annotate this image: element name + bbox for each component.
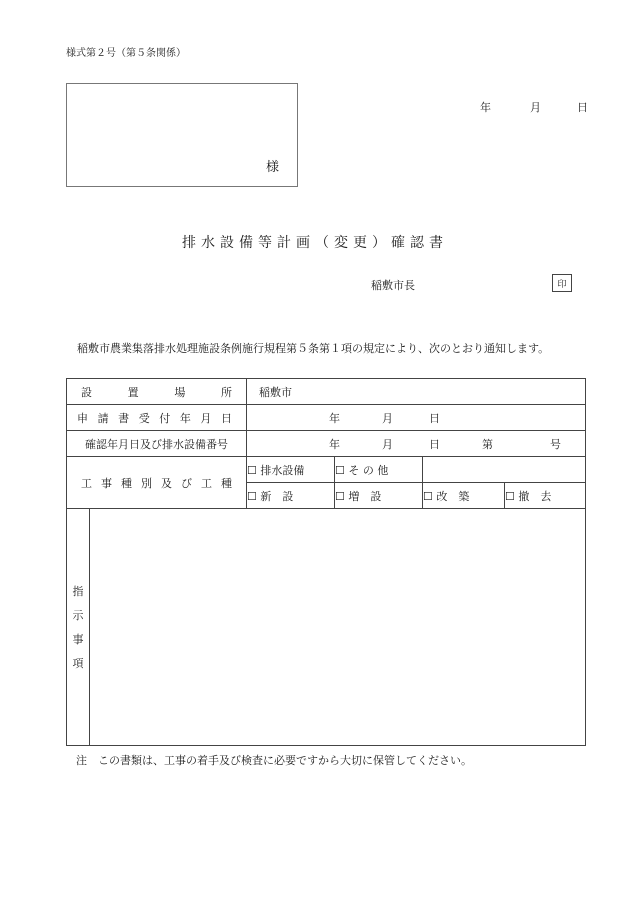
instructions-label: 指 示 事 項 — [67, 509, 90, 746]
checkbox-expansion[interactable]: ☐ 増 設 — [335, 483, 423, 509]
application-date-value[interactable]: 年 月 日 — [247, 405, 586, 431]
confirmation-table — [66, 378, 586, 746]
table-row-work-type-1 — [67, 457, 586, 483]
checkbox-new[interactable]: ☐ 新 設 — [247, 483, 335, 509]
location-value[interactable]: 稲敷市 — [247, 379, 586, 405]
application-date-label: 申 請 書 受 付 年 月 日 — [67, 405, 247, 431]
confirmation-value[interactable]: 年 月 日 第 号 — [247, 431, 586, 457]
seal-box: 印 — [552, 274, 572, 292]
location-label: 設 置 場 所 — [67, 379, 247, 405]
table-row-instructions — [67, 509, 586, 746]
addressee-box[interactable] — [66, 83, 298, 187]
instructions-area[interactable] — [90, 509, 586, 746]
table-row-location — [67, 379, 586, 405]
footnote: 注 この書類は、工事の着手及び検査に必要ですから大切に保管してください。 — [76, 754, 472, 767]
checkbox-drainage-facility[interactable]: ☐ 排水設備 — [247, 457, 335, 483]
issuer-name: 稲敷市長 — [371, 279, 415, 292]
addressee-suffix: 様 — [266, 160, 280, 175]
issue-date-day: 日 — [577, 101, 588, 114]
document-title: 排水設備等計画（変更）確認書 — [182, 235, 448, 251]
checkbox-other[interactable]: ☐ そ の 他 — [335, 457, 423, 483]
issue-date-month: 月 — [530, 101, 541, 114]
table-row-confirmation — [67, 431, 586, 457]
notice-text: 稲敷市農業集落排水処理施設条例施行規程第５条第１項の規定により、次のとおり通知します。 — [77, 342, 550, 355]
checkbox-removal[interactable]: ☐ 撤 去 — [505, 483, 586, 509]
form-number: 様式第２号（第５条関係） — [66, 48, 186, 59]
table-row-application-date — [67, 405, 586, 431]
issue-date-year: 年 — [480, 101, 491, 114]
work-type-label: 工 事 種 別 及 び 工 種 — [67, 457, 247, 509]
checkbox-rebuild[interactable]: ☐ 改 築 — [423, 483, 505, 509]
work-type-blank — [423, 457, 586, 483]
confirmation-label: 確認年月日及び排水設備番号 — [67, 431, 247, 457]
